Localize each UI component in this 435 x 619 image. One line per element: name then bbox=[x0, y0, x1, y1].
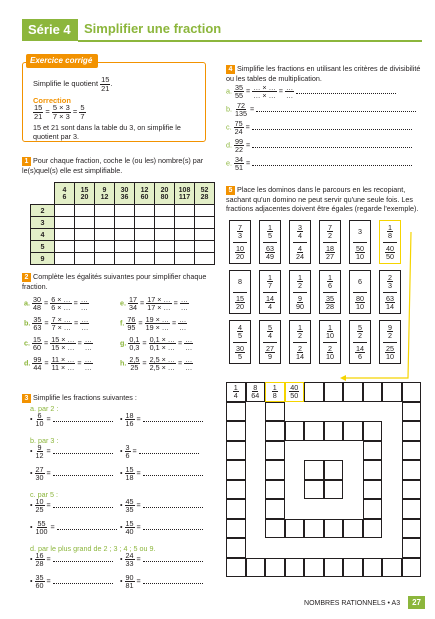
ex1-checkbox-cell[interactable] bbox=[95, 229, 115, 241]
ex1-checkbox-cell[interactable] bbox=[155, 253, 175, 265]
ex2-item: a. $\frac{30}{48}$ = $\frac{6 \times \dots}{6 \times \dots}$ = $\frac{\dots}{\dots}$ bbox=[24, 295, 88, 313]
ex3-item: • $\frac{55}{100}$ = bbox=[30, 520, 117, 535]
domino-fraction: $\frac{35}{28}$ bbox=[326, 293, 334, 311]
path-cell[interactable] bbox=[324, 558, 344, 578]
domino-fraction: $\frac{7}{3}$ bbox=[238, 222, 242, 240]
ex1-checkbox-cell[interactable] bbox=[155, 229, 175, 241]
path-cell[interactable] bbox=[363, 460, 383, 480]
path-cell[interactable] bbox=[265, 402, 285, 422]
ex2-item: g. $\frac{0,1}{0,3}$ = $\frac{0,1 \times \dots}{0,1 \times \dots}$ = $\frac{\dots}{\dots}$ bbox=[120, 335, 193, 353]
answer-line[interactable] bbox=[53, 507, 113, 508]
ex3-item: • $\frac{90}{81}$ = bbox=[120, 574, 203, 589]
ex1-table bbox=[30, 182, 215, 265]
domino-fraction: $\frac{7}{2}$ bbox=[328, 222, 332, 240]
ex2-instruction: 2 Complète les égalités suivantes pour simplifier chaque fraction. bbox=[22, 272, 207, 291]
ex1-fraction-header: 52 28 bbox=[195, 183, 215, 205]
fraction: $\frac{55}{100}$ bbox=[35, 519, 48, 537]
path-cell[interactable] bbox=[382, 558, 402, 578]
serie-label: Série 4 bbox=[22, 19, 78, 41]
domino[interactable]: 8 $\frac{15}{20}$ bbox=[229, 270, 251, 314]
path-cell[interactable] bbox=[402, 402, 422, 422]
ex3-item: • $\frac{35}{60}$ = bbox=[30, 574, 113, 589]
path-cell[interactable] bbox=[402, 558, 422, 578]
path-cell[interactable] bbox=[246, 558, 266, 578]
domino-fraction: $\frac{2}{10}$ bbox=[326, 343, 334, 361]
ex1-checkbox-cell[interactable] bbox=[175, 217, 195, 229]
path-cell[interactable] bbox=[226, 519, 246, 539]
domino-fraction: $\frac{27}{9}$ bbox=[266, 343, 274, 361]
ex1-divisor: 3 bbox=[31, 217, 55, 229]
domino[interactable]: 3 $\frac{50}{10}$ bbox=[349, 220, 371, 264]
fraction: $\frac{18}{16}$ bbox=[125, 411, 134, 429]
ex1-instruction: 1 Pour chaque fraction, coche le (ou les) nombre(s) par le(s)quel(s) elle est simplifiable. bbox=[22, 156, 204, 175]
answer-line[interactable] bbox=[53, 561, 113, 562]
answer-fraction[interactable]: $\frac{\dots}{\dots}$ bbox=[180, 295, 188, 313]
ex1-divisor: 2 bbox=[31, 205, 55, 217]
ex3-instruction: 3 Simplifie les fractions suivantes : bbox=[22, 393, 137, 403]
ex1-checkbox-cell[interactable] bbox=[195, 205, 215, 217]
ex1-checkbox-cell[interactable] bbox=[135, 241, 155, 253]
ex1-fraction-header: 4 6 bbox=[55, 183, 75, 205]
domino-fraction: $\frac{50}{10}$ bbox=[356, 243, 364, 261]
ex1-checkbox-cell[interactable] bbox=[75, 253, 95, 265]
fraction: $\frac{19 \times \dots}{19 \times \dots}$ bbox=[145, 315, 169, 333]
domino-fraction: $\frac{14}{6}$ bbox=[356, 343, 364, 361]
correction-label: Correction bbox=[33, 96, 71, 105]
path-cell[interactable] bbox=[265, 480, 285, 500]
answer-fraction[interactable]: $\frac{\dots}{\dots}$ bbox=[179, 315, 187, 333]
ex1-fraction-header: 30 36 bbox=[115, 183, 135, 205]
ex3-item: • $\frac{15}{40}$ = bbox=[120, 520, 203, 535]
ex2-item: b. $\frac{35}{63}$ = $\frac{7 \times \dots}{7 \times \dots}$ = $\frac{\dots}{\dots}$ bbox=[24, 315, 89, 333]
path-cell[interactable] bbox=[363, 558, 383, 578]
ex3-group-label: d. par le plus grand de 2 ; 3 ; 4 ; 5 ou 9. bbox=[30, 544, 156, 553]
path-cell[interactable] bbox=[226, 480, 246, 500]
path-cell[interactable] bbox=[324, 519, 344, 539]
domino-fraction: $\frac{1}{8}$ bbox=[272, 383, 277, 401]
ex4-item: a. $\frac{35}{55}$ = $\frac{\dots \times \dots}{\dots \times \dots}$ = $\frac{\dots}{\dots}$ bbox=[226, 84, 396, 99]
domino-fraction: $\frac{14}{4}$ bbox=[266, 293, 274, 311]
ex1-checkbox-cell[interactable] bbox=[55, 253, 75, 265]
answer-fraction[interactable]: $\frac{\dots}{\dots}$ bbox=[80, 295, 88, 313]
path-cell[interactable] bbox=[226, 538, 246, 558]
ex1-checkbox-cell[interactable] bbox=[95, 217, 115, 229]
fraction: $\frac{35}{63}$ bbox=[33, 315, 42, 333]
fraction: $\frac{34}{51}$ bbox=[235, 155, 243, 173]
fraction: $\frac{99}{22}$ bbox=[235, 137, 243, 155]
ex1-divisor: 5 bbox=[31, 241, 55, 253]
answer-fraction[interactable]: $\frac{\dots}{\dots}$ bbox=[81, 315, 89, 333]
fraction: $\frac{90}{81}$ bbox=[125, 573, 134, 591]
answer-line[interactable] bbox=[143, 507, 203, 508]
worked-example-prompt: Simplifie le quotient $\frac{15}{21}$ . bbox=[33, 75, 113, 93]
fraction: $\frac{17 \times \dots}{17 \times \dots}$ bbox=[147, 295, 171, 313]
ex1-checkbox-cell[interactable] bbox=[195, 217, 215, 229]
fraction: $\frac{30}{48}$ bbox=[33, 295, 41, 313]
domino[interactable]: 6 $\frac{80}{10}$ bbox=[349, 270, 371, 314]
path-cell[interactable] bbox=[265, 441, 285, 461]
path-cell[interactable] bbox=[324, 480, 344, 500]
ex2-number: 2 bbox=[22, 273, 31, 282]
path-cell[interactable] bbox=[226, 441, 246, 461]
path-cell[interactable] bbox=[324, 421, 344, 441]
fraction: $\frac{15 \times \dots}{15 \times \dots}$ bbox=[51, 335, 75, 353]
ex4-item: d. $\frac{99}{22}$ = bbox=[226, 138, 412, 153]
path-cell[interactable] bbox=[343, 519, 363, 539]
path-cell[interactable] bbox=[402, 480, 422, 500]
fraction: $\frac{2,5}{25}$ bbox=[129, 355, 140, 373]
fraction: $\frac{9}{12}$ bbox=[35, 443, 44, 461]
answer-line[interactable] bbox=[296, 93, 396, 94]
ex3-group-label: a. par 2 : bbox=[30, 404, 59, 413]
path-cell[interactable] bbox=[343, 558, 363, 578]
path-cell[interactable] bbox=[304, 421, 324, 441]
fraction: $\frac{45}{35}$ bbox=[125, 497, 134, 515]
ex3-item: • $\frac{6}{10}$ = bbox=[30, 412, 113, 427]
path-cell[interactable] bbox=[285, 519, 305, 539]
fraction: $\frac{27}{30}$ bbox=[35, 465, 44, 483]
fraction: $\frac{35}{60}$ bbox=[35, 573, 44, 591]
domino-fraction: $\frac{30}{5}$ bbox=[236, 343, 244, 361]
ex1-fraction-header: 15 20 bbox=[75, 183, 95, 205]
ex1-checkbox-cell[interactable] bbox=[75, 217, 95, 229]
ex3-item: • $\frac{27}{30}$ = bbox=[30, 466, 113, 481]
ex1-checkbox-cell[interactable] bbox=[195, 241, 215, 253]
ex3-group-label: b. par 3 : bbox=[30, 436, 59, 445]
path-cell[interactable] bbox=[226, 460, 246, 480]
ex1-checkbox-cell[interactable] bbox=[175, 253, 195, 265]
domino-fraction: $\frac{5}{4}$ bbox=[268, 322, 272, 340]
page-title: Simplifier une fraction bbox=[84, 21, 222, 36]
ex3-item: • $\frac{15}{18}$ = bbox=[120, 466, 203, 481]
ex1-checkbox-cell[interactable] bbox=[175, 229, 195, 241]
path-cell[interactable] bbox=[304, 558, 324, 578]
path-cell[interactable] bbox=[226, 499, 246, 519]
fraction: $\frac{15}{60}$ bbox=[33, 335, 41, 353]
path-cell[interactable] bbox=[226, 402, 246, 422]
ex1-checkbox-cell[interactable] bbox=[135, 217, 155, 229]
ex4-item: c. $\frac{75}{24}$ = bbox=[226, 120, 412, 135]
ex1-checkbox-cell[interactable] bbox=[75, 205, 95, 217]
page-number: 27 bbox=[408, 596, 425, 609]
path-cell[interactable] bbox=[324, 460, 344, 480]
ex1-checkbox-cell[interactable] bbox=[155, 205, 175, 217]
ex2-item: h. $\frac{2,5}{25}$ = $\frac{2,5 \times \dots}{2,5 \times \dots}$ = $\frac{\dots}{\dots}$ bbox=[120, 355, 193, 373]
ex1-checkbox-cell[interactable] bbox=[115, 229, 135, 241]
path-cell[interactable] bbox=[265, 421, 285, 441]
path-cell[interactable] bbox=[226, 558, 246, 578]
answer-line[interactable] bbox=[252, 129, 412, 130]
answer-fraction[interactable]: $\frac{\dots}{\dots}$ bbox=[84, 335, 92, 353]
correction-explanation: 15 et 21 sont dans la table du 3, on simplifie le quotient par 3. bbox=[33, 123, 181, 141]
domino-fraction: $\frac{1}{5}$ bbox=[268, 222, 272, 240]
answer-line[interactable] bbox=[143, 583, 203, 584]
path-cell[interactable] bbox=[402, 441, 422, 461]
answer-line[interactable] bbox=[143, 561, 203, 562]
ex2-item: c. $\frac{15}{60}$ = $\frac{15 \times \dots}{15 \times \dots}$ = $\frac{\dots}{\dots}$ bbox=[24, 335, 92, 353]
correction-equation: $\frac{15}{21}$ = $\frac{5 \times 3}{7 \times 3}$ = $\frac{5}{7}$ bbox=[34, 103, 85, 121]
ex1-checkbox-cell[interactable] bbox=[135, 229, 155, 241]
ex3-group-label: c. par 5 : bbox=[30, 490, 58, 499]
ex1-checkbox-cell[interactable] bbox=[95, 241, 115, 253]
domino-fraction: $\frac{2}{14}$ bbox=[296, 343, 304, 361]
answer-line[interactable] bbox=[143, 475, 203, 476]
ex1-checkbox-cell[interactable] bbox=[115, 241, 135, 253]
path-cell[interactable] bbox=[402, 519, 422, 539]
path-cell[interactable] bbox=[402, 499, 422, 519]
ex1-checkbox-cell[interactable] bbox=[195, 229, 215, 241]
path-cell[interactable] bbox=[402, 538, 422, 558]
fraction: $\frac{76}{95}$ bbox=[127, 315, 136, 333]
domino-fraction: $\frac{10}{20}$ bbox=[236, 243, 244, 261]
path-cell[interactable] bbox=[304, 480, 324, 500]
fraction: $\frac{2,5 \times \dots}{2,5 \times \dots}$ bbox=[149, 355, 175, 373]
path-cell[interactable] bbox=[265, 519, 285, 539]
path-cell[interactable] bbox=[304, 519, 324, 539]
ex1-fraction-header: 9 12 bbox=[95, 183, 115, 205]
ex1-checkbox-cell[interactable] bbox=[55, 205, 75, 217]
fraction: $\frac{99}{44}$ bbox=[33, 355, 42, 373]
domino-fraction: $\frac{1}{8}$ bbox=[388, 222, 392, 240]
domino-fraction: $\frac{15}{20}$ bbox=[236, 293, 244, 311]
path-cell[interactable] bbox=[265, 499, 285, 519]
fraction: $\frac{15}{18}$ bbox=[125, 465, 134, 483]
path-cell[interactable] bbox=[363, 441, 383, 461]
path-cell[interactable] bbox=[363, 499, 383, 519]
answer-line[interactable] bbox=[252, 165, 412, 166]
ex2-item: d. $\frac{99}{44}$ = $\frac{11 \times \dots}{11 \times \dots}$ = $\frac{\dots}{\dots}$ bbox=[24, 355, 92, 373]
fraction: $\frac{6}{10}$ bbox=[35, 411, 44, 429]
fraction: $\frac{0,1}{0,3}$ bbox=[129, 335, 140, 353]
fraction: $\frac{24}{33}$ bbox=[125, 551, 134, 569]
ex1-checkbox-cell[interactable] bbox=[175, 241, 195, 253]
fraction: $\frac{\dots \times \dots}{\dots \times \dots}$ bbox=[253, 83, 276, 101]
ex1-checkbox-cell[interactable] bbox=[95, 205, 115, 217]
path-cell[interactable] bbox=[265, 460, 285, 480]
ex1-checkbox-cell[interactable] bbox=[55, 241, 75, 253]
domino-fraction: $\frac{25}{10}$ bbox=[386, 343, 394, 361]
domino-fraction: $\frac{4}{24}$ bbox=[296, 243, 304, 261]
path-cell[interactable] bbox=[343, 421, 363, 441]
domino-fraction: $\frac{40}{50}$ bbox=[290, 383, 299, 401]
ex5-instruction: 5 Place les dominos dans le parcours en les recopiant, sachant qu'un domino ne peut servir qu'une seule fois. Les fractions adjacentes doivent être égales (regarde l'exemple). bbox=[226, 185, 419, 213]
ex1-number: 1 bbox=[22, 157, 31, 166]
fraction: $\frac{7 \times \dots}{7 \times \dots}$ bbox=[51, 315, 71, 333]
answer-line[interactable] bbox=[252, 147, 412, 148]
domino-fraction: $\frac{63}{14}$ bbox=[386, 293, 394, 311]
ex1-checkbox-cell[interactable] bbox=[175, 205, 195, 217]
answer-line[interactable] bbox=[53, 475, 113, 476]
path-cell[interactable] bbox=[226, 421, 246, 441]
fraction: $\frac{10}{25}$ bbox=[35, 497, 44, 515]
ex1-checkbox-cell[interactable] bbox=[55, 229, 75, 241]
fraction: $\frac{75}{24}$ bbox=[234, 119, 243, 137]
answer-fraction[interactable]: $\frac{\dots}{\dots}$ bbox=[185, 335, 193, 353]
domino-fraction: $\frac{9}{2}$ bbox=[388, 322, 392, 340]
path-cell[interactable] bbox=[285, 421, 305, 441]
ex3-item: • $\frac{9}{12}$ = bbox=[30, 444, 113, 459]
domino-fraction: $\frac{18}{27}$ bbox=[326, 243, 334, 261]
domino-fraction: $\frac{4}{5}$ bbox=[238, 322, 242, 340]
domino-fraction: $\frac{1}{2}$ bbox=[298, 272, 302, 290]
ex1-fraction-header: 108 117 bbox=[175, 183, 195, 205]
fraction: $\frac{6 \times \dots}{6 \times \dots}$ bbox=[51, 295, 71, 313]
answer-line[interactable] bbox=[53, 453, 113, 454]
ex1-divisor: 9 bbox=[31, 253, 55, 265]
answer-line[interactable] bbox=[143, 421, 203, 422]
ex1-checkbox-cell[interactable] bbox=[75, 229, 95, 241]
ex4-instruction: 4 Simplifie les fractions en utilisant les critères de divisibilité ou les tables de multiplication. bbox=[226, 64, 421, 83]
domino-fraction: $\frac{9}{90}$ bbox=[296, 293, 304, 311]
fraction: $\frac{3}{6}$ bbox=[125, 443, 130, 461]
answer-line[interactable] bbox=[53, 583, 113, 584]
ex1-fraction-header: 20 80 bbox=[155, 183, 175, 205]
ex1-checkbox-cell[interactable] bbox=[135, 205, 155, 217]
domino-fraction: $\frac{1}{2}$ bbox=[298, 322, 302, 340]
example-arrow bbox=[226, 218, 426, 401]
domino-fraction: $\frac{5}{2}$ bbox=[358, 322, 362, 340]
ex1-checkbox-cell[interactable] bbox=[155, 217, 175, 229]
page-header bbox=[22, 19, 422, 41]
answer-line[interactable] bbox=[53, 421, 113, 422]
answer-line[interactable] bbox=[57, 529, 117, 530]
ex1-checkbox-cell[interactable] bbox=[135, 253, 155, 265]
page-footer bbox=[304, 596, 425, 609]
domino-fraction: $\frac{40}{50}$ bbox=[386, 243, 394, 261]
ex3-item: • $\frac{18}{16}$ = bbox=[120, 412, 203, 427]
ex1-checkbox-cell[interactable] bbox=[75, 241, 95, 253]
worked-example-tag: Exercice corrigé bbox=[26, 54, 98, 68]
ex4-item: b. $\frac{72}{135}$ = bbox=[226, 102, 416, 117]
domino-fraction: $\frac{8}{64}$ bbox=[251, 383, 260, 401]
path-cell[interactable] bbox=[265, 558, 285, 578]
ex1-checkbox-cell[interactable] bbox=[55, 217, 75, 229]
ex1-checkbox-cell[interactable] bbox=[195, 253, 215, 265]
path-cell[interactable] bbox=[363, 421, 383, 441]
answer-fraction[interactable]: $\frac{\dots}{\dots}$ bbox=[185, 355, 193, 373]
fraction: $\frac{11 \times \dots}{11 \times \dots}$ bbox=[51, 355, 75, 373]
fraction: $\frac{17}{34}$ bbox=[129, 295, 137, 313]
domino-fraction: $\frac{1}{7}$ bbox=[268, 272, 272, 290]
domino-fraction: $\frac{3}{4}$ bbox=[298, 222, 302, 240]
answer-fraction[interactable]: $\frac{\dots}{\dots}$ bbox=[84, 355, 92, 373]
ex3-item: • $\frac{24}{33}$ = bbox=[120, 552, 203, 567]
ex3-item: • $\frac{10}{25}$ = bbox=[30, 498, 113, 513]
fraction: $\frac{35}{55}$ bbox=[235, 83, 243, 101]
ex5-number: 5 bbox=[226, 186, 235, 195]
path-cell[interactable] bbox=[363, 519, 383, 539]
domino-fraction: $\frac{2}{3}$ bbox=[388, 272, 392, 290]
path-cell[interactable] bbox=[402, 460, 422, 480]
ex1-checkbox-cell[interactable] bbox=[115, 205, 135, 217]
domino-fraction: $\frac{1}{10}$ bbox=[326, 322, 334, 340]
ex1-divisor: 4 bbox=[31, 229, 55, 241]
header-divider bbox=[78, 40, 422, 42]
ex1-checkbox-cell[interactable] bbox=[155, 241, 175, 253]
ex3-item: • $\frac{16}{28}$ = bbox=[30, 552, 113, 567]
answer-line[interactable] bbox=[256, 111, 416, 112]
domino-fraction: $\frac{1}{4}$ bbox=[233, 383, 238, 401]
ex4-number: 4 bbox=[226, 65, 235, 74]
domino-fraction: $\frac{63}{49}$ bbox=[266, 243, 274, 261]
fraction: $\frac{72}{135}$ bbox=[235, 101, 247, 119]
fraction: $\frac{16}{28}$ bbox=[35, 551, 44, 569]
ex3-number: 3 bbox=[22, 394, 31, 403]
path-cell[interactable] bbox=[363, 480, 383, 500]
ex1-checkbox-cell[interactable] bbox=[115, 253, 135, 265]
ex2-item: e. $\frac{17}{34}$ = $\frac{17 \times \dots}{17 \times \dots}$ = $\frac{\dots}{\dots}$ bbox=[120, 295, 188, 313]
path-cell[interactable] bbox=[304, 460, 324, 480]
path-cell[interactable] bbox=[402, 421, 422, 441]
ex1-fraction-header: 12 60 bbox=[135, 183, 155, 205]
ex1-checkbox-cell[interactable] bbox=[115, 217, 135, 229]
domino-fraction: $\frac{1}{6}$ bbox=[328, 272, 332, 290]
footer-chapter: NOMBRES RATIONNELS • A3 bbox=[304, 600, 401, 607]
ex4-item: e. $\frac{34}{51}$ = bbox=[226, 156, 412, 171]
path-cell[interactable] bbox=[285, 558, 305, 578]
answer-line[interactable] bbox=[143, 529, 203, 530]
ex3-item: • $\frac{3}{6}$ = bbox=[120, 444, 199, 459]
fraction: $\frac{0,1 \times \dots}{0,1 \times \dots}$ bbox=[149, 335, 175, 353]
ex3-item: • $\frac{45}{35}$ = bbox=[120, 498, 203, 513]
fraction: $\frac{15}{40}$ bbox=[125, 519, 134, 537]
ex2-item: f. $\frac{76}{95}$ = $\frac{19 \times \dots}{19 \times \dots}$ = $\frac{\dots}{\dots}$ bbox=[120, 315, 187, 333]
domino-fraction: $\frac{80}{10}$ bbox=[356, 293, 364, 311]
answer-line[interactable] bbox=[139, 453, 199, 454]
ex1-checkbox-cell[interactable] bbox=[95, 253, 115, 265]
